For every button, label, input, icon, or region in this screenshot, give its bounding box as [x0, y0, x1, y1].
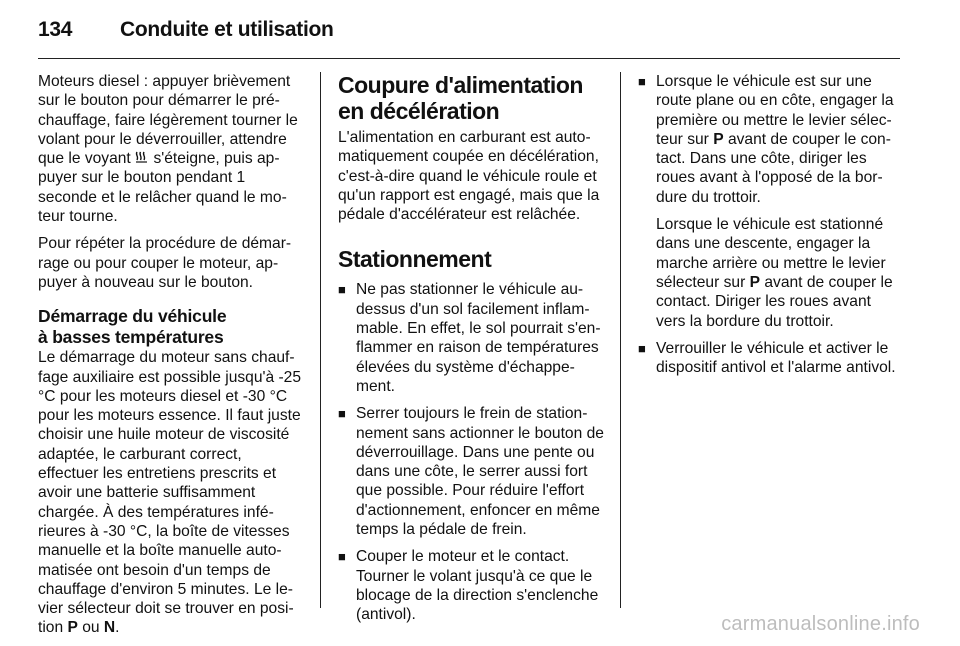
bullet-icon: ■ — [638, 340, 646, 356]
list-item: ■ Lorsque le véhicule est sur une route plane ou en côte, engager la première ou mettre le levier sélecteur sur P avant de couper le contact. Dans une côte, diriger les roues avant à l'opposé de la bordure du trottoir. Lorsque le véhicule est stationné dans une descente, engager la marche arrière ou mettre le levier sélecteur sur P avant de couper le contact. Diriger les roues avant vers la bordure du trottoir. — [638, 73, 894, 330]
list-item: ■ Serrer toujours le frein de stationnement sans actionner le bouton de déverrouillage. Dans une pente ou dans une côte, le serrer aussi fort que possible. Pour réduire l'effort d'actionnement, enfoncer en même temps la pédale de frein. — [338, 405, 604, 539]
bullet-icon: ■ — [338, 282, 346, 298]
page-number: 134 — [38, 18, 73, 41]
parking-list — [338, 280, 604, 624]
bullet-icon: ■ — [338, 406, 346, 422]
paragraph-fuel-cutoff: L'alimentation en carburant est automatiquement coupée en décélération, c'est-à-dire quand le véhicule roule et qu'un rapport est engagé, mais que la pédale d'accélérateur est relâchée. — [338, 129, 600, 224]
list-item: ■ Ne pas stationner le véhicule au-dessus d'un sol facilement inflammable. En effet, le sol pourrait s'enflammer en raison de températures élevées du système d'échappement. — [338, 281, 601, 395]
bullet-icon: ■ — [338, 549, 346, 565]
header-rule — [38, 58, 900, 59]
paragraph-diesel-start: Moteurs diesel : appuyer brièvement sur le bouton pour démarrer le préchauffage, faire légèrement tourner le volant pour le déverrouiller, attendre que le voyant s'éteigne, puis appuyer sur le bouton pendant 1 seconde et le relâcher quand le moteur tourne. — [38, 73, 298, 226]
column-1 — [38, 72, 304, 646]
list-item: ■ Couper le moteur et le contact. Tourner le volant jusqu'à ce que le blocage de la direction s'enclenche (antivol). — [338, 548, 599, 624]
parking-list-continued — [638, 72, 904, 377]
page-header — [38, 18, 334, 48]
heading-parking: Stationnement — [338, 246, 492, 273]
paragraph-cold-start: Le démarrage du moteur sans chauffage auxiliaire est possible jusqu'à -25 °C pour les moteurs diesel et -30 °C pour les moteurs essence. Il faut juste choisir une huile moteur de viscosité adaptée, le carburant correct, effectuer les entretiens prescrits et avoir une batterie suffisamment chargée. À des températures inférieures à -30 °C, la boîte de vitesses manuelle et la boîte manuelle automatisée ont besoin d'un temps de chauffage d'environ 5 minutes. Le levier sélecteur doit se trouver en position P ou N. — [38, 349, 302, 637]
column-2 — [338, 72, 604, 633]
column-3 — [638, 72, 904, 385]
section-title: Conduite et utilisation — [120, 18, 334, 41]
list-item: ■ Verrouiller le véhicule et activer le dispositif antivol et l'alarme antivol. — [638, 339, 896, 377]
heading-cold-start: Démarrage du véhicule à basses températures — [38, 306, 227, 348]
watermark: carmanualsonline.info — [721, 613, 920, 635]
bullet-icon: ■ — [638, 74, 646, 89]
paragraph-repeat: Pour répéter la procédure de démarrage ou pour couper le moteur, appuyer à nouveau sur le bouton. — [38, 235, 292, 291]
glow-plug-icon — [135, 150, 149, 164]
heading-fuel-cutoff: Coupure d'alimentation en décélération — [338, 72, 583, 124]
column-divider-1 — [320, 72, 321, 608]
column-divider-2 — [620, 72, 621, 608]
